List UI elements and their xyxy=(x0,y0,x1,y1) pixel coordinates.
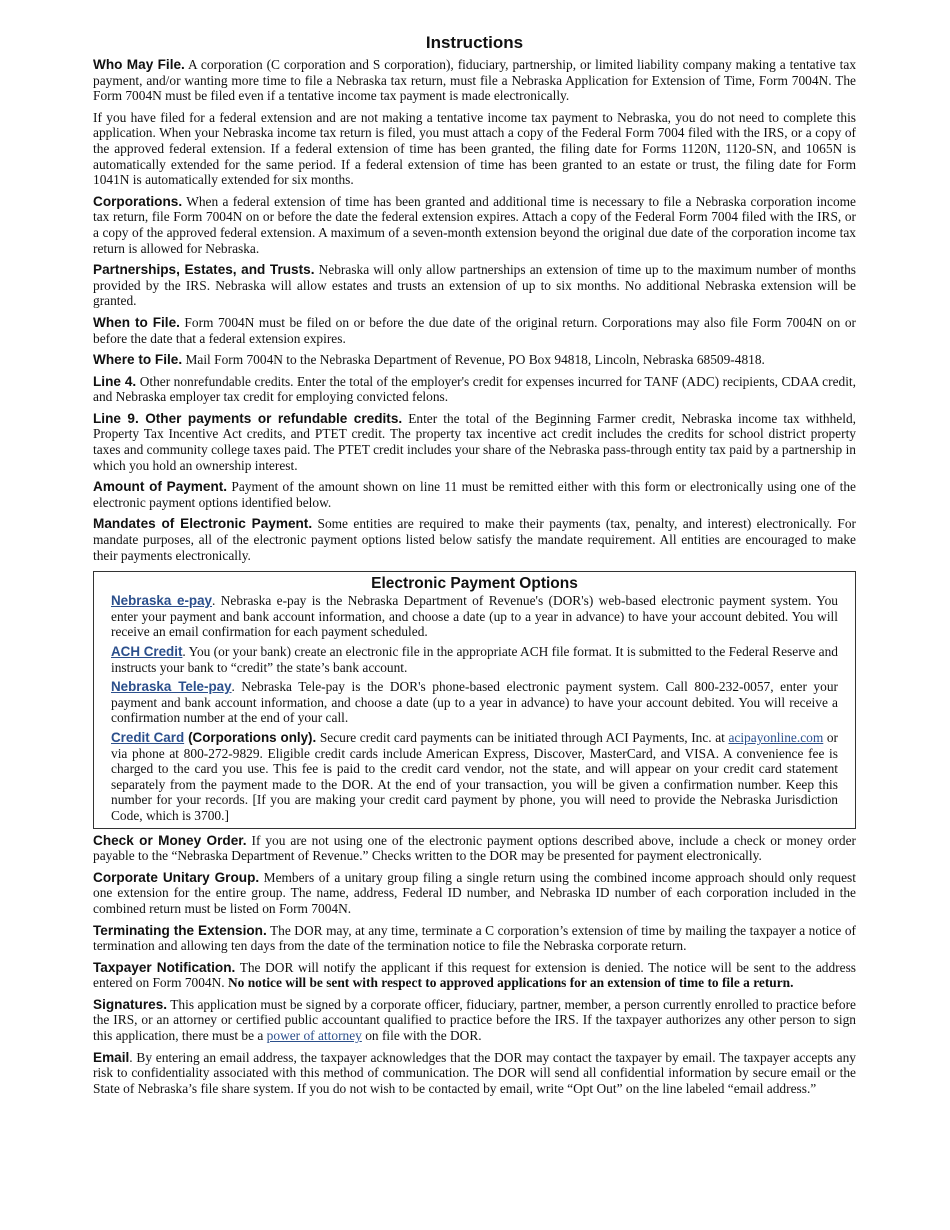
section-heading: Line 9. Other payments or refundable credits. xyxy=(93,410,403,426)
section-text: If you have filed for a federal extension and are not making a tentative income tax payment to Nebraska, you do not need to complete this application. When your Nebraska income tax return is filed, you must attach a copy of the Federal Form 7004 filed with the IRS, or a copy of the approved federal extension. If a federal extension of time has been granted, the filing date for Forms 1120N, 1120-SN, and 1065N is automatically extended for the same period. If a federal extension of time has been granted to an estate or trust, the filing date for Form 1041N is automatically extended for six months. xyxy=(93,109,856,188)
corporations-section xyxy=(93,194,856,256)
telepay-link[interactable]: Nebraska Tele-pay xyxy=(111,679,232,695)
section-heading: Corporate Unitary Group. xyxy=(93,869,260,885)
credit-card-text-1: Secure credit card payments can be initiated through ACI Payments, Inc. at xyxy=(316,729,729,745)
section-heading: Signatures. xyxy=(93,996,168,1012)
terminating-extension-section xyxy=(93,923,856,954)
section-heading: When to File. xyxy=(93,314,180,330)
section-heading: Terminating the Extension. xyxy=(93,922,267,938)
check-money-order-section xyxy=(93,833,856,864)
ach-credit-link[interactable]: ACH Credit xyxy=(111,644,183,659)
credit-card-qualifier: (Corporations only). xyxy=(184,729,317,745)
when-to-file-section xyxy=(93,315,856,346)
section-bold-text: No notice will be sent with respect to approved applications for an extension of time to file a return. xyxy=(228,975,794,991)
section-text: When a federal extension of time has been granted and additional time is necessary to file a Nebraska corporation income tax return, file Form 7004N on or before the date the federal extension expires. Attach a copy of the Federal Form 7004 filed with the IRS, or a copy of the approved federal extension. A maximum of a seven-month extension beyond the original due date of the corporation income tax return is allowed for Nebraska. xyxy=(93,193,856,256)
section-text: This application must be signed by a corporate officer, fiduciary, partner, member, a person currently enrolled to practice before the IRS, or an attorney or certified public accountant qualified to practice before the IRS. If the taxpayer authorizes any other person to sign this application, there must be a xyxy=(93,996,856,1044)
section-text: If you are not using one of the electronic payment options described above, include a check or money order payable to the “Nebraska Department of Revenue.” Checks written to the DOR may be presented for payment electronically. xyxy=(93,832,856,864)
amount-of-payment-section xyxy=(93,479,856,510)
section-heading: Taxpayer Notification. xyxy=(93,959,236,975)
credit-card-text-2: or via phone at 800-272-9829. Eligible credit cards include American Express, Discover, MasterCard, and VISA. A convenience fee is charged to the card you use. This fee is paid to the credit card vendor, not the state, and will appear on your credit card statement separately from the payment made to the DOR. At the end of your transaction, you will be given a confirmation number. Keep this number for your records. [If you are making your credit card payment by phone, you will need to provide the Nebraska Jurisdiction Code, which is 3700.] xyxy=(111,729,838,823)
acipayonline-link[interactable]: acipayonline.com xyxy=(728,729,824,745)
nebraska-epay-link[interactable]: Nebraska e-pay xyxy=(111,593,213,609)
where-to-file-section xyxy=(93,352,856,368)
section-text: Enter the total of the Beginning Farmer credit, Nebraska income tax withheld, Property Tax Incentive Act credits, and PTET credit. The property tax incentive act credit includes the credits for school district property taxes and community college taxes paid. The PTET credit includes your share of the Nebraska pass-through entity tax paid by a partnership in which you hold an ownership interest. xyxy=(93,410,856,473)
email-section xyxy=(93,1050,856,1097)
mandates-section xyxy=(93,516,856,563)
section-text: The DOR will notify the applicant if this request for extension is denied. The notice will be sent to the address entered on Form 7004N. xyxy=(93,959,856,991)
section-heading: Mandates of Electronic Payment. xyxy=(93,516,313,532)
section-text-after: on file with the DOR. xyxy=(365,1028,482,1044)
section-text: Mail Form 7004N to the Nebraska Department of Revenue, PO Box 94818, Lincoln, Nebraska 68509-4818. xyxy=(185,352,765,368)
section-text: Form 7004N must be filed on or before the due date of the original return. Corporations may also file Form 7004N on or before the date that a federal extension expires. xyxy=(93,314,856,346)
section-heading: Partnerships, Estates, and Trusts. xyxy=(93,262,315,278)
section-text: . By entering an email address, the taxpayer acknowledges that the DOR may contact the taxpayer by email. The taxpayer accepts any risk to confidentiality associated with this method of communication. The DOR will send all confidential information by secure email or the State of Nebraska’s file share system. If you do not wish to be contacted by email, write “Opt Out” on the line labeled “email address.” xyxy=(93,1049,856,1096)
page-title: Instructions xyxy=(425,33,524,52)
line-4-section xyxy=(93,374,856,405)
section-heading: Corporations. xyxy=(93,193,183,209)
electronic-payment-options-box xyxy=(93,571,856,828)
taxpayer-notification-section xyxy=(93,960,856,991)
section-heading: Check or Money Order. xyxy=(93,832,247,848)
telepay-item xyxy=(111,679,838,726)
section-text: Other nonrefundable credits. Enter the total of the employer's credit for expenses incurred for TANF (ADC) recipients, CDAA credit, and Nebraska employer tax credit for employing convicted felons. xyxy=(93,373,856,405)
nebraska-epay-item xyxy=(111,593,838,640)
credit-card-item xyxy=(111,730,838,824)
section-text: Members of a unitary group filing a single return using the combined income approach should only request one extension for the entire group. The name, address, Federal ID number, and Nebraska ID number of each corporation included in the combined return must be listed on Form 7004N. xyxy=(93,869,856,916)
signatures-section xyxy=(93,997,856,1044)
partnerships-section xyxy=(93,262,856,309)
section-text: The DOR may, at any time, terminate a C corporation’s extension of time by mailing the taxpayer a notice of termination and allowing ten days from the date of the termination notice to file the Nebraska corporate return. xyxy=(93,922,856,954)
section-heading: Email xyxy=(93,1049,130,1065)
credit-card-link[interactable]: Credit Card xyxy=(111,729,185,745)
power-of-attorney-link[interactable]: power of attorney xyxy=(266,1028,362,1044)
epay-box-title: Electronic Payment Options xyxy=(371,575,578,593)
section-heading: Who May File. xyxy=(93,57,185,72)
nebraska-epay-text: . Nebraska e-pay is the Nebraska Department of Revenue's (DOR's) web-based electronic payment system. You enter your payment and bank account information, and choose a date (up to a year in advance) to have your account debited. You will receive an email confirmation for each payment scheduled. xyxy=(111,593,839,640)
instructions-page xyxy=(93,33,856,1102)
section-heading: Where to File. xyxy=(93,352,183,368)
ach-credit-text: . You (or your bank) create an electronic file in the appropriate ACH file format. It is submitted to the Federal Reserve and instructs your bank to “credit” the state’s bank account. xyxy=(111,644,838,675)
ach-credit-item xyxy=(111,644,838,675)
unitary-group-section xyxy=(93,870,856,917)
section-heading: Amount of Payment. xyxy=(93,479,228,495)
section-heading: Line 4. xyxy=(93,373,137,389)
telepay-text: . Nebraska Tele-pay is the DOR's phone-based electronic payment system. Call 800-232-0057, enter your payment and bank account information, and choose a date (up to a year in advance) to have your account debited. You will receive a confirmation number at the end of your call. xyxy=(111,679,838,726)
federal-extension-section xyxy=(93,110,856,188)
section-text: Some entities are required to make their payments (tax, penalty, and interest) electronically. For mandate purposes, all of the electronic payment options listed below satisfy the mandate requirement. All entities are encouraged to make their payments electronically. xyxy=(93,516,856,563)
section-text: Nebraska will only allow partnerships an extension of time up to the maximum number of months provided by the IRS. Nebraska will allow estates and trusts an extension of up to six months. No additional Nebraska extension will be granted. xyxy=(93,262,856,309)
section-text: Payment of the amount shown on line 11 must be remitted either with this form or electronically using one of the electronic payment options identified below. xyxy=(93,479,856,510)
section-text: A corporation (C corporation and S corporation), fiduciary, partnership, or limited liability company making a tentative tax payment, and/or wanting more time to file a Nebraska tax return, must file a Nebraska Application for Extension of Time, Form 7004N. The Form 7004N must be filed even if a tentative income tax payment is made electronically. xyxy=(93,57,857,104)
who-may-file-section xyxy=(93,57,856,104)
line-9-section xyxy=(93,411,856,473)
